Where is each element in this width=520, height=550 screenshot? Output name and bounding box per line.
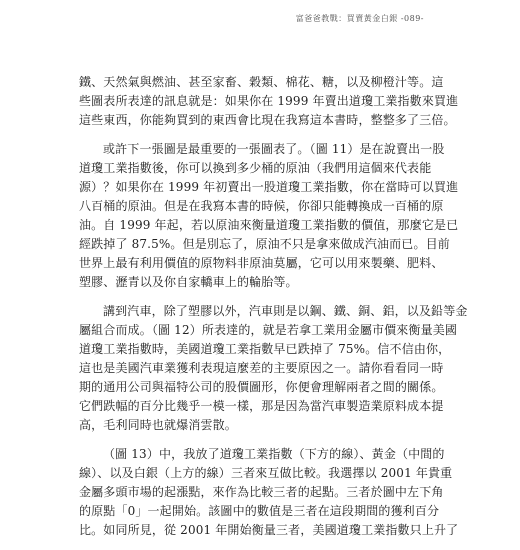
paragraph: [79, 445, 459, 540]
text-line: 比。如同所見，從 2001 年開始衡量三者，美國道瓊工業指數只上升了: [79, 523, 459, 537]
text-line: 的原點「0」一起開始。該圖中的數值是三者在這段期間的獲利百分: [79, 504, 440, 518]
text-line: 道瓊工業指數時，美國道瓊工業指數早已跌掉了 75%。信不信由你，: [79, 342, 451, 356]
text-line: 經跌掉了 87.5%。但是別忘了，原油不只是拿來做成汽油而已。目前: [79, 237, 450, 251]
body-text: [79, 73, 468, 550]
text-line: 些圖表所表達的訊息就是：如果你在 1999 年賣出道瓊工業指數來買進: [79, 94, 459, 108]
text-line: 這些東西，你能夠買到的東西會比現在我寫這本書時，整整多了三倍。: [79, 113, 456, 127]
paragraph: [79, 73, 459, 130]
text-line: 道瓊工業指數後，你可以換到多少桶的原油（我們用這個來代表能: [79, 161, 432, 175]
text-line: 金屬多頭市場的起漲點，來作為比較三者的起點。三者於圖中左下角: [79, 485, 444, 499]
text-line: 鐵、天然氣與燃油、甚至家畜、穀類、棉花、糖，以及柳橙汁等。這: [79, 75, 444, 89]
text-line: 源）？如果你在 1999 年初賣出一股道瓊工業指數，你在當時可以買進: [79, 180, 459, 194]
running-header: 富爸爸教戰：買賣黃金白銀 -089-: [295, 14, 424, 23]
text-line: （圖 13）中，我放了道瓊工業指數（下方的線）、黃金（中間的: [103, 447, 445, 461]
text-line: 講到汽車，除了塑膠以外，汽車則是以鋼、鐵、銅、鋁，以及鉛等金: [103, 304, 468, 318]
text-line: 屬組合而成。（圖 12）所表達的，就是若拿工業用金屬市價來衡量美國: [79, 323, 458, 337]
paragraph: [79, 302, 468, 435]
paragraph: [79, 140, 459, 292]
text-line: 高，毛利同時也就爆消雲散。: [79, 418, 237, 432]
text-line: 世界上最有利用價值的原物料非原油莫屬，它可以用來製藥、肥料、: [79, 256, 444, 270]
text-line: 塑膠、瀝青以及你自家轎車上的輪胎等。: [79, 275, 298, 289]
text-line: 它們跌幅的百分比幾乎一模一樣，那是因為當汽車製造業原料成本提: [79, 399, 444, 413]
text-line: 八百桶的原油。但是在我寫本書的時候，你卻只能轉換成一百桶的原: [79, 199, 444, 213]
text-line: 油。自 1999 年起，若以原油來衡量道瓊工業指數的價值，那麼它是已: [79, 218, 459, 232]
text-line: 或許下一張圖是最重要的一張圖表了。（圖 11）是在說賣出一股: [103, 142, 445, 156]
text-line: 線）、以及白銀（上方的線）三者來互做比較。我選擇以 2001 年貴重: [79, 466, 453, 480]
text-line: 這也是美國汽車業獲利表現這麼差的主要原因之一。請你看看同一時: [79, 361, 444, 375]
text-line: 期的通用公司與福特公司的股價圖形，你便會理解兩者之間的關係。: [79, 380, 444, 394]
